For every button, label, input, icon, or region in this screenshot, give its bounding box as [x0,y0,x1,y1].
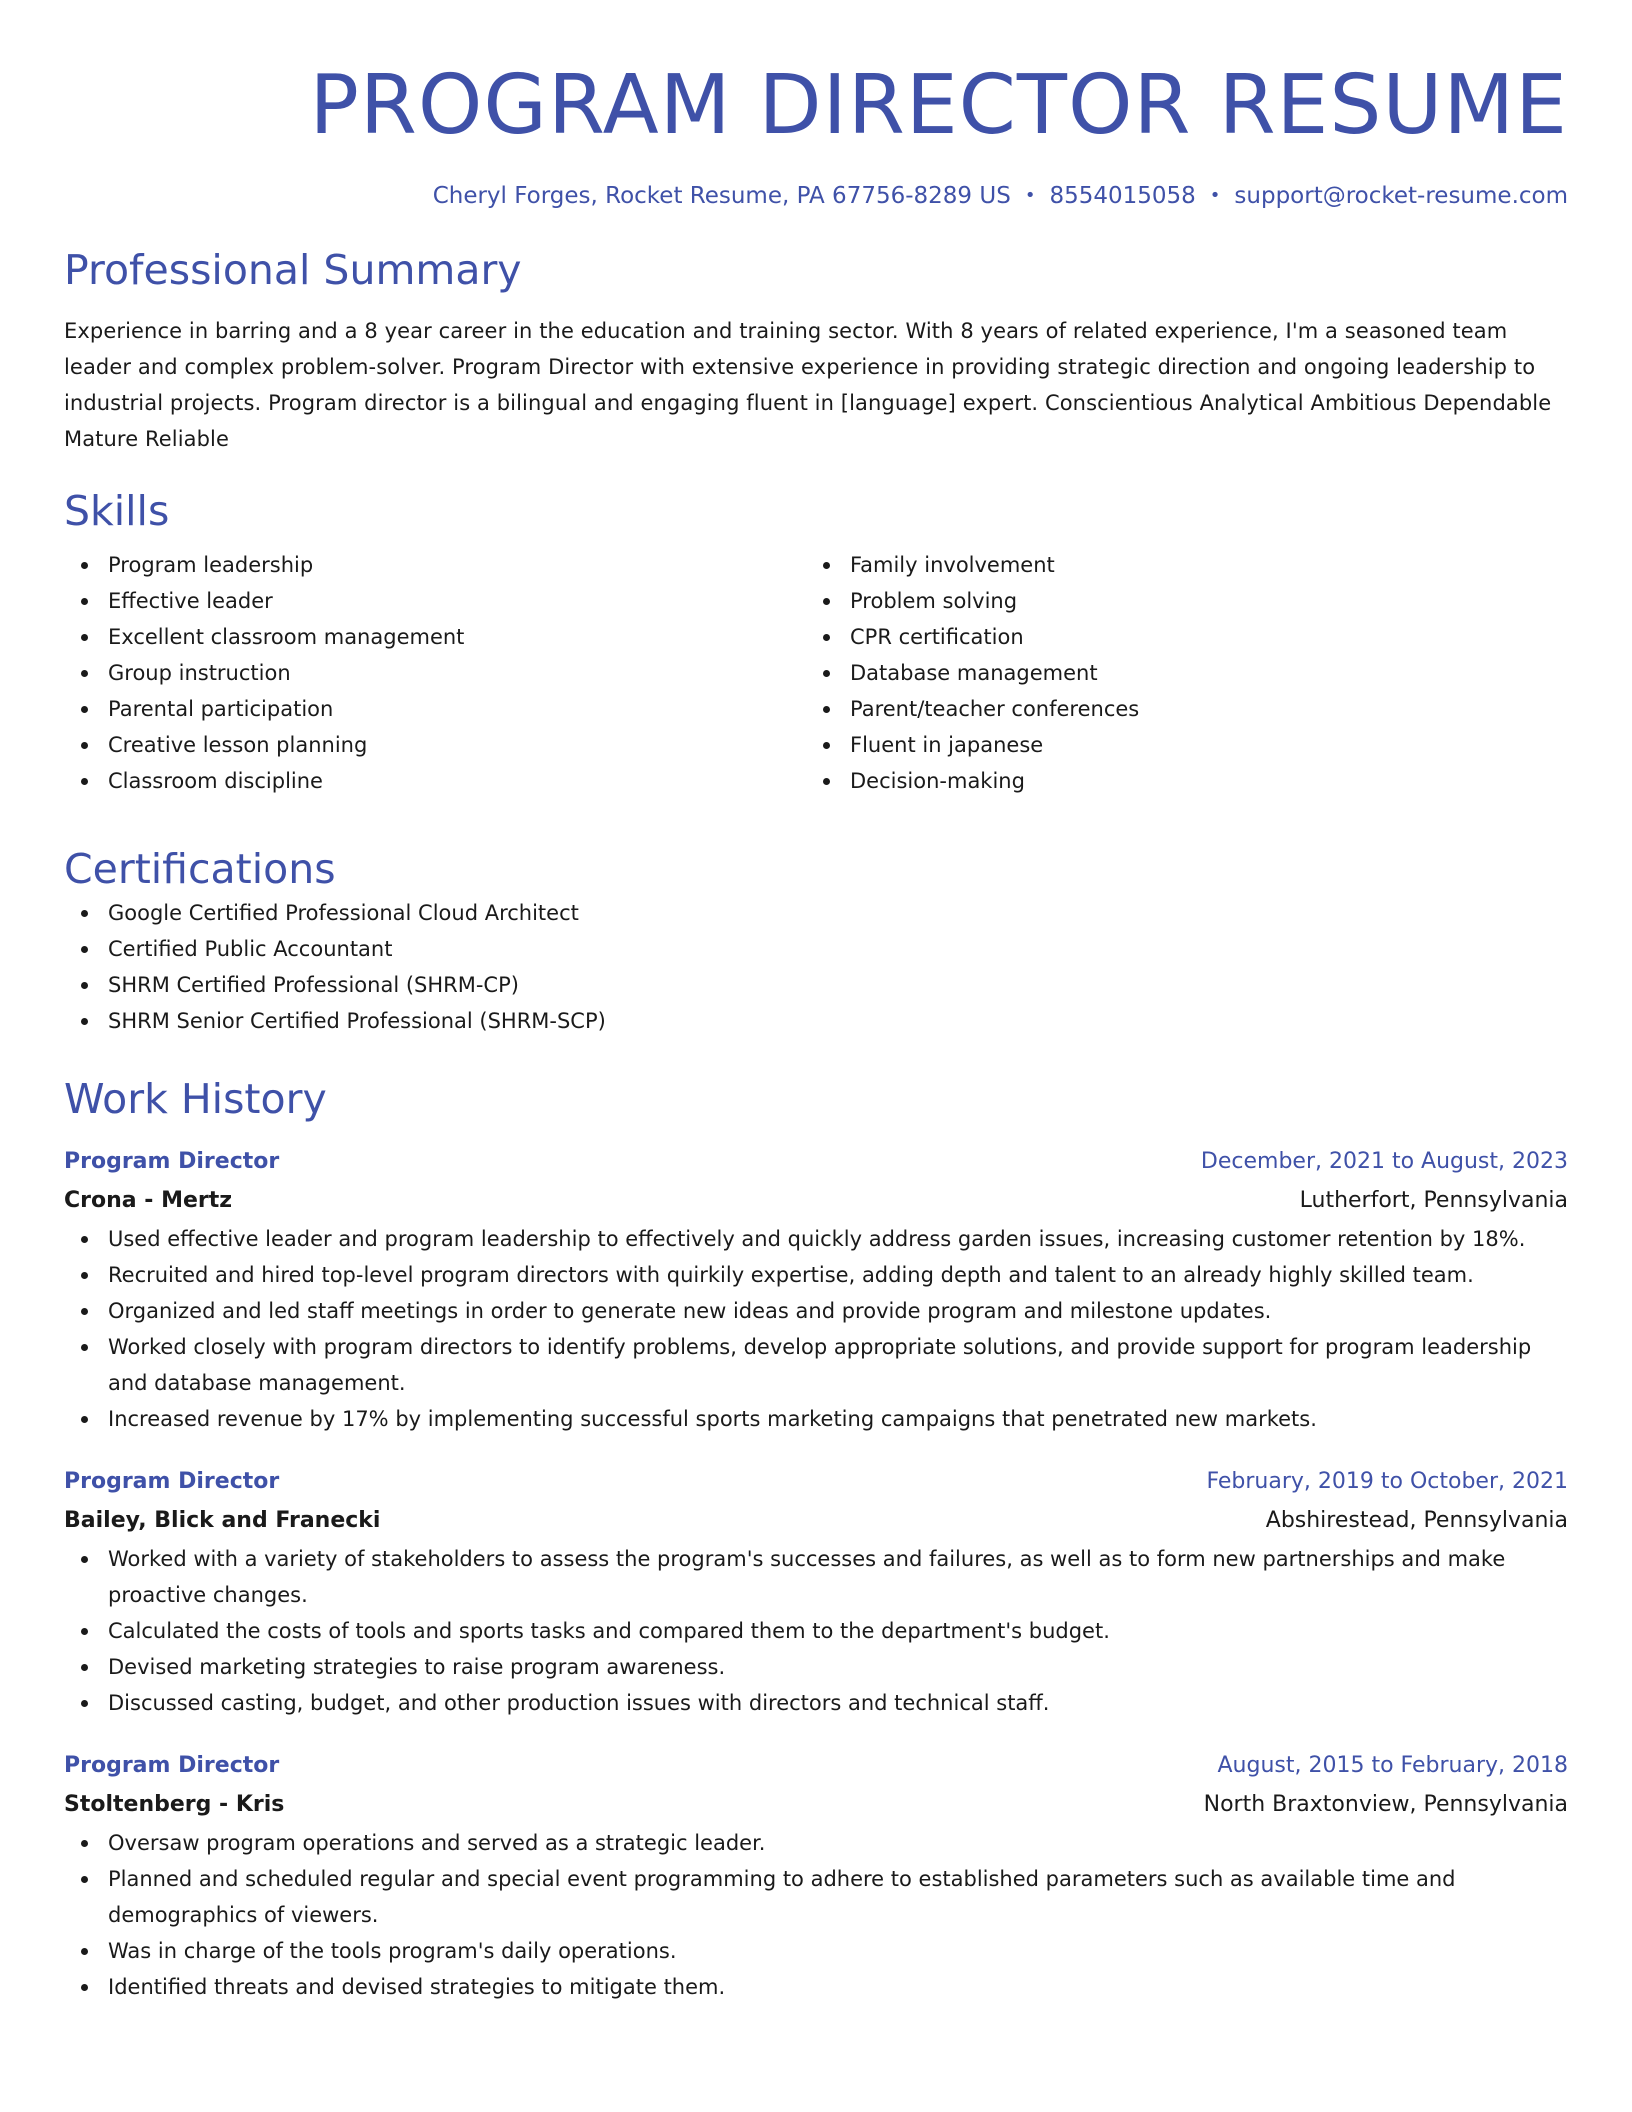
certifications-heading: Certifications [64,845,336,893]
skills-grid [64,547,1568,799]
job-bullet: Calculated the costs of tools and sports tasks and compared them to the department's budget. [64,1613,1568,1649]
job-entry [64,1463,1568,1721]
job-bullet: Planned and scheduled regular and special event programming to adhere to established parameters such as available time and demographics of viewers. [64,1861,1568,1933]
job-bullet: Discussed casting, budget, and other production issues with directors and technical staff. [64,1685,1568,1721]
job-role: Program Director [64,1753,280,1778]
job-dates: February, 2019 to October, 2021 [1206,1469,1568,1494]
skills-list-left [64,547,806,799]
job-header [64,1143,1568,1181]
job-bullet: Worked closely with program directors to identify problems, develop appropriate solutions, and provide support for program leadership and database management. [64,1329,1568,1401]
job-bullet: Devised marketing strategies to raise program awareness. [64,1649,1568,1685]
skills-list-right [806,547,1548,799]
contact-address: Cheryl Forges, Rocket Resume, PA 67756-8289 US [432,183,1011,209]
job-location: Abshirestead, Pennsylvania [1265,1508,1568,1533]
skill-item: Database management [806,655,1548,691]
resume-title: PROGRAM DIRECTOR RESUME [309,58,1568,153]
job-subheader [64,1501,1568,1541]
job-company: Bailey, Blick and Franecki [64,1508,381,1533]
certification-item: Certified Public Accountant [64,931,1568,967]
certifications-list [64,895,1568,1039]
skills-heading: Skills [64,487,170,535]
job-bullet: Was in charge of the tools program's daily operations. [64,1933,1568,1969]
skill-item: Group instruction [64,655,806,691]
skill-item: Family involvement [806,547,1548,583]
job-location: Lutherfort, Pennsylvania [1299,1188,1568,1213]
job-subheader [64,1785,1568,1825]
job-entry [64,1143,1568,1437]
job-header [64,1747,1568,1785]
job-bullet: Oversaw program operations and served as a strategic leader. [64,1825,1568,1861]
skill-item: Excellent classroom management [64,619,806,655]
work-history-heading: Work History [64,1075,327,1123]
job-bullets [64,1541,1568,1721]
skill-item: Effective leader [64,583,806,619]
skill-item: Parental participation [64,691,806,727]
job-company: Stoltenberg - Kris [64,1792,285,1817]
job-subheader [64,1181,1568,1221]
job-company: Crona - Mertz [64,1188,233,1213]
job-dates: December, 2021 to August, 2023 [1200,1149,1568,1174]
job-bullets [64,1221,1568,1437]
job-location: North Braxtonview, Pennsylvania [1203,1792,1568,1817]
certification-item: Google Certified Professional Cloud Architect [64,895,1568,931]
skills-column-right [806,547,1548,799]
job-bullets [64,1825,1568,2005]
job-bullet: Recruited and hired top-level program directors with quirkily expertise, adding depth and talent to an already highly skilled team. [64,1257,1568,1293]
contact-email[interactable]: support@rocket-resume.com [1234,183,1568,209]
skill-item: Problem solving [806,583,1548,619]
job-bullet: Worked with a variety of stakeholders to assess the program's successes and failures, as well as to form new partnerships and make proactive changes. [64,1541,1568,1613]
job-role: Program Director [64,1149,280,1174]
contact-phone[interactable]: 8554015058 [1049,183,1196,209]
skill-item: Classroom discipline [64,763,806,799]
summary-heading: Professional Summary [64,246,522,294]
job-role: Program Director [64,1469,280,1494]
certification-item: SHRM Senior Certified Professional (SHRM-SCP) [64,1003,1568,1039]
job-bullet: Increased revenue by 17% by implementing successful sports marketing campaigns that penetrated new markets. [64,1401,1568,1437]
skill-item: CPR certification [806,619,1548,655]
job-entry [64,1747,1568,2005]
skill-item: Decision-making [806,763,1548,799]
job-bullet: Identified threats and devised strategies to mitigate them. [64,1969,1568,2005]
contact-line [64,180,1568,214]
resume-page [64,0,1568,2005]
summary-text: Experience in barring and a 8 year career in the education and training sector. With 8 years of related experience, I'm a seasoned team leader and complex problem-solver. Program Director with extensive experience in providing strategic direction and ongoing leadership to industrial projects. Program director is a bilingual and engaging fluent in [language] expert. Conscientious Analytical Ambitious Dependable Mature Reliable [64,319,1552,451]
job-header [64,1463,1568,1501]
skills-column-left [64,547,806,799]
skill-item: Fluent in japanese [806,727,1548,763]
job-bullet: Organized and led staff meetings in order to generate new ideas and provide program and milestone updates. [64,1293,1568,1329]
job-bullet: Used effective leader and program leadership to effectively and quickly address garden issues, increasing customer retention by 18%. [64,1221,1568,1257]
contact-separator: • [1024,185,1036,206]
skill-item: Parent/teacher conferences [806,691,1548,727]
certification-item: SHRM Certified Professional (SHRM-CP) [64,967,1568,1003]
skill-item: Creative lesson planning [64,727,806,763]
skill-item: Program leadership [64,547,806,583]
contact-separator: • [1209,185,1221,206]
job-dates: August, 2015 to February, 2018 [1217,1753,1568,1778]
